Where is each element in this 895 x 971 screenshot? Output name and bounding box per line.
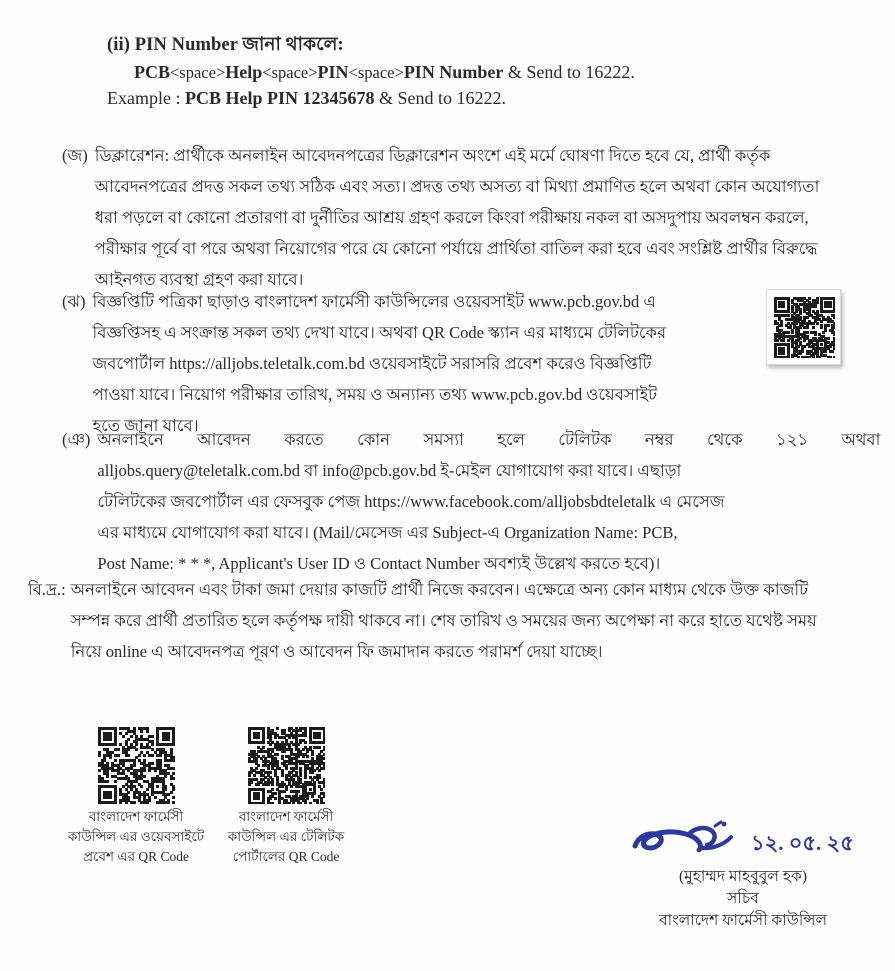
pin-format-tail: & Send to 16222. <box>507 62 635 82</box>
clause-nya-line-1-word-6: হলে <box>497 430 525 449</box>
qr-code-portal-image <box>248 727 325 804</box>
clause-nya-line-1-word-10: ১২১ <box>775 430 809 449</box>
qr-website-caption-line-3: প্রবেশ এর QR Code <box>82 849 190 864</box>
signatory-name: (মুহাম্মদ মাহবুবুল হক) <box>678 868 807 885</box>
clause-ja-line-5: আইনগত ব্যবস্থা গ্রহণ করা যাবে। <box>94 270 304 289</box>
clause-jha-line-3: জবপোর্টাল https://alljobs.teletalk.com.bd ওয়েবসাইটে সরাসরি প্রবেশ করেও বিজ্ঞপ্তিটি <box>92 354 652 373</box>
clause-nya-line-1-word-2: আবেদন <box>197 430 251 449</box>
clause-nya-line-3: টেলিটকের জবপোর্টাল এর ফেসবুক পেজ https://www.facebook.com/alljobsbdteletalk এ মেসেজ <box>97 492 725 511</box>
pin-heading-latin: PIN Number <box>134 35 238 55</box>
clause-nya-line-5: Post Name: * * *, Applicant's User ID ও Contact Number অবশ্যই উল্লেখ করতে হবে)। <box>97 554 661 573</box>
note-marker: বি.দ্র.: <box>28 580 66 599</box>
clause-nya-line-1-word-11: অথবা <box>841 430 881 449</box>
pin-format-part3: PIN <box>317 62 349 82</box>
pin-format-part4: PIN Number <box>403 62 504 82</box>
note-line-2: সম্পন্ন করে প্রার্থী প্রতারিত হলে কর্তৃপক্ষ দায়ী থাকবে না। শেষ তারিখ ও সময়ের জন্য অপেক্ষা না করে হাতে যথেষ্ট সময় <box>70 611 817 630</box>
note-body <box>71 574 888 667</box>
signature-date: ১২. ০৫. ২৫ <box>751 831 854 855</box>
qr-portal-caption-line-1: বাংলাদেশ ফার্মেসী <box>238 809 334 824</box>
clause-ja-line-1 <box>95 140 878 171</box>
pin-example-line <box>107 88 506 109</box>
clause-nya-line-4: এর মাধ্যমে যোগাযোগ করা যাবে। (Mail/মেসেজ এর Subject-এ Organization Name: PCB, <box>97 523 678 542</box>
pin-example-label: Example : <box>107 88 185 108</box>
qr-code-portal-caption <box>196 807 376 867</box>
clause-jha-line-5: হতে জানা যাবে। <box>92 416 199 435</box>
clause-jha-line-4: পাওয়া যাবে। নিয়োগ পরীক্ষার তারিখ, সময় ও অন্যান্য তথ্য www.pcb.gov.bd ওয়েবসাইট <box>92 385 658 404</box>
pin-example-tail: & Send to 16222. <box>379 88 507 108</box>
clause-ja-line-3: ধরা পড়লে বা কোনো প্রতারণা বা দুর্নীতির আশ্রয় গ্রহণ করলে কিংবা পরীক্ষায় নকল বা অসদুপায় অবলম্বন করলে, <box>94 208 809 227</box>
signatory-organization: বাংলাদেশ ফার্মেসী কাউন্সিল <box>658 912 828 929</box>
signatory-designation: সচিব <box>727 890 759 907</box>
pin-format-part2: Help <box>225 62 263 82</box>
clause-nya-line-1-word-7: টেলিটক <box>558 430 612 449</box>
qr-portal-caption-line-2: কাউন্সিল এর টেলিটক <box>227 829 345 844</box>
note-block <box>28 574 888 667</box>
clause-ja-line-4: পরীক্ষার পূর্বে বা পরে অথবা নিয়োগের পরে যে কোনো পর্যায়ে প্রার্থিতা বাতিল করা হবে এবং সংশ্লিষ্ট প্রার্থীর বিরুদ্ধে <box>94 239 818 258</box>
handwritten-signature <box>603 818 883 864</box>
clause-nya-body <box>97 424 880 579</box>
note-line-3: নিয়ে online এ আবেদনপত্র পূরণ ও আবেদন ফি জমাদান করতে পরামর্শ দেয়া যাচ্ছে। <box>70 642 603 661</box>
signature-block <box>598 818 888 932</box>
qr-website-caption-line-1: বাংলাদেশ ফার্মেসী <box>88 809 184 824</box>
qr-code-inline-image <box>774 297 835 358</box>
clause-jha-marker: (ঝ) <box>62 292 86 311</box>
clause-nya-line-1-word-5: সমস্যা <box>423 430 464 449</box>
clause-jha-line-1: বিজ্ঞপ্তিটি পত্রিকা ছাড়াও বাংলাদেশ ফার্মেসী কাউন্সিলের ওয়েবসাইট www.pcb.gov.bd এ <box>92 292 656 311</box>
pin-format-space2: <space> <box>262 63 318 82</box>
pin-section-heading <box>107 30 344 61</box>
pin-heading-bangla: জানা থাকলে: <box>242 35 344 55</box>
clause-ja-line-2: আবেদনপত্রের প্রদত্ত সকল তথ্য সঠিক এবং সত্য। প্রদত্ত তথ্য অসত্য বা মিথ্যা প্রমাণিত হলে অথবা কোন অযোগ্যতা <box>94 177 820 196</box>
clause-nya <box>62 424 888 579</box>
qr-code-inline <box>766 289 841 365</box>
pin-format-line <box>134 62 635 83</box>
clause-nya-line-1-word-1: অনলাইনে <box>97 430 164 449</box>
pin-example-command: PCB Help PIN 12345678 <box>184 88 375 108</box>
clause-ja-marker: (জ) <box>62 146 88 165</box>
pin-format-space3: <space> <box>348 63 404 82</box>
clause-nya-line-1-word-9: থেকে <box>706 430 743 449</box>
clause-nya-marker: (ঞ) <box>62 430 91 449</box>
clause-nya-line-2: alljobs.query@teletalk.com.bd বা info@pcb.gov.bd ই-মেইল যোগাযোগ করা যাবে। এছাড়া <box>97 461 682 480</box>
pin-format-part1: PCB <box>134 62 170 82</box>
clause-jha <box>62 286 762 441</box>
clause-nya-line-1-word-8: নম্বর <box>644 430 674 449</box>
clause-jha-body <box>92 286 749 441</box>
clause-nya-line-1 <box>97 424 880 455</box>
qr-portal-caption-line-3: পোর্টালের QR Code <box>232 849 340 864</box>
clause-nya-line-1-word-3: করতে <box>284 430 324 449</box>
clause-ja <box>62 140 888 295</box>
qr-code-website-image <box>98 727 175 804</box>
clause-ja-body <box>95 140 878 295</box>
clause-nya-line-1-word-4: কোন <box>357 430 390 449</box>
note-line-1: অনলাইনে আবেদন এবং টাকা জমা দেয়ার কাজটি প্রার্থী নিজে করবেন। এক্ষেত্রে অন্য কোন মাধ্যম থেকে উক্ত কাজটি <box>70 580 809 599</box>
clause-ja-line-1-text: ডিক্লারেশন: প্রার্থীকে অনলাইন আবেদনপত্রের ডিক্লারেশন অংশে এই মর্মে ঘোষণা দিতে হবে যে, প্রার্থী কর্তৃক <box>94 146 771 165</box>
pin-format-space1: <space> <box>170 63 226 82</box>
clause-jha-line-2: বিজ্ঞপ্তিসহ এ সংক্রান্ত সকল তথ্য দেখা যাবে। অথবা QR Code স্ক্যান এর মাধ্যমে টেলিটকের <box>92 323 667 342</box>
pin-heading-roman: (ii) <box>107 35 131 55</box>
qr-code-portal <box>196 727 376 867</box>
qr-website-caption-line-2: কাউন্সিল এর ওয়েবসাইটে <box>67 829 205 844</box>
